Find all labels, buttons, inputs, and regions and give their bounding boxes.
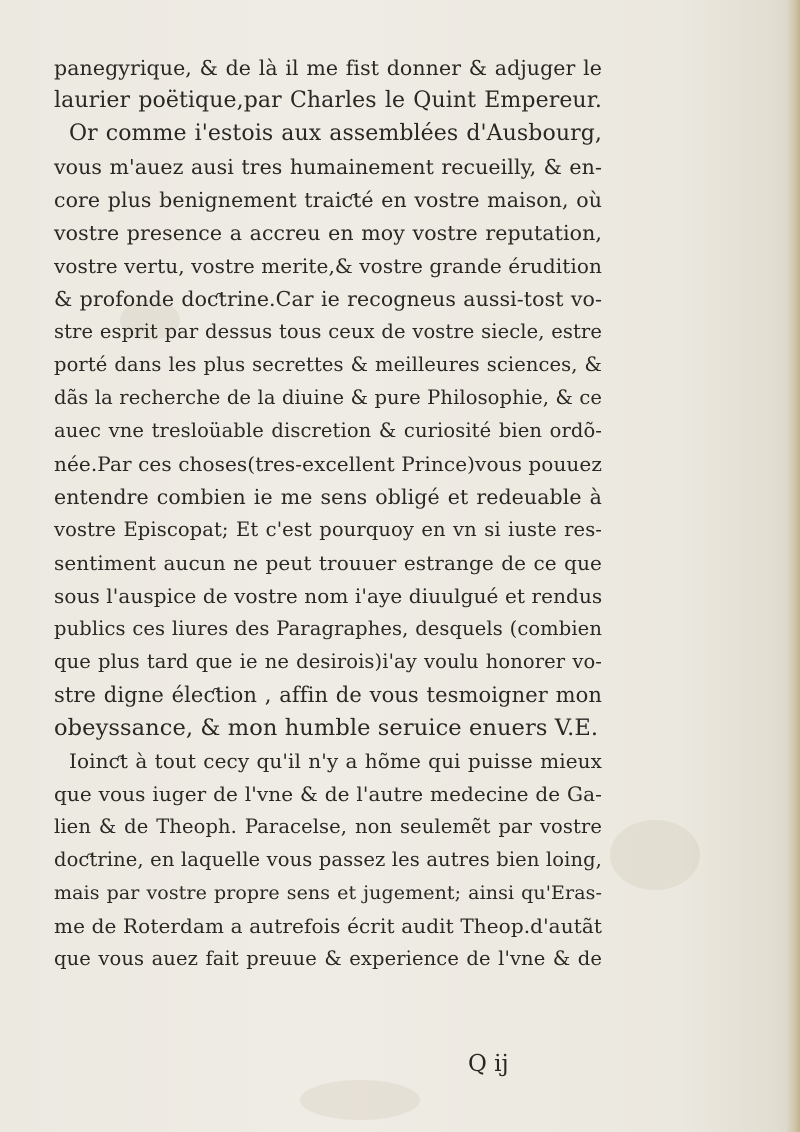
text-line: core plus benignement traiƈté en vostre maison, où <box>54 188 602 212</box>
text-line: que vous iuger de l'vne & de l'autre medecine de Ga- <box>54 782 602 806</box>
text-line: stre digne éleƈtion , affin de vous tesmoigner mon <box>54 683 602 707</box>
text-line: vostre Episcopat; Et c'est pourquoy en vn si iuste res- <box>54 518 602 541</box>
text-line: porté dans les plus secrettes & meilleures sciences, & <box>54 353 602 376</box>
text-line: que plus tard que ie ne desirois)i'ay voulu honorer vo- <box>54 650 602 673</box>
text-line: doƈtrine, en laquelle vous passez les autres bien loing, <box>54 848 602 871</box>
text-line: & profonde doƈtrine.Car ie recogneus aussi-tost vo- <box>54 287 602 311</box>
text-line: publics ces liures des Paragraphes, desquels (combien <box>54 617 602 640</box>
text-line: stre esprit par dessus tous ceux de vostre siecle, estre <box>54 320 602 343</box>
text-line: vostre presence a accreu en moy vostre reputation, <box>54 221 602 245</box>
text-line: Ioinƈt à tout cecy qu'il n'y a hõme qui puisse mieux <box>69 749 602 773</box>
text-line: lien & de Theoph. Paracelse, non seulemẽt par vostre <box>54 815 602 838</box>
text-line: auec vne tresloüable discretion & curiosité bien ordõ- <box>54 419 602 442</box>
text-line: dãs la recherche de la diuine & pure Philosophie, & ce <box>54 386 602 409</box>
text-line: Or comme i'estois aux assemblées d'Ausbourg, <box>69 121 602 146</box>
text-line: mais par vostre propre sens et jugement; ainsi qu'Eras- <box>54 882 602 904</box>
page-edge-shadow <box>786 0 800 1132</box>
paper-stain <box>610 820 700 890</box>
text-line: entendre combien ie me sens obligé et redeuable à <box>54 485 602 509</box>
text-line: obeyssance, & mon humble seruice enuers V.E. <box>54 715 599 741</box>
text-line: sentiment aucun ne peut trouuer estrange de ce que <box>54 551 602 575</box>
text-line: me de Roterdam a autrefois écrit audit Theop.d'autãt <box>54 914 602 938</box>
text-line: vostre vertu, vostre merite,& vostre grande érudition <box>54 254 602 278</box>
text-line: laurier poëtique,par Charles le Quint Empereur. <box>54 88 602 113</box>
text-line: née.Par ces choses(tres-excellent Prince)vous pouuez <box>54 452 602 476</box>
text-line: sous l'auspice de vostre nom i'aye diuulgué et rendus <box>54 584 603 608</box>
paper-stain <box>300 1080 420 1120</box>
text-line: que vous auez fait preuue & experience de l'vne & de <box>54 947 602 970</box>
text-line: vous m'auez ausi tres humainement recueilly, & en- <box>54 155 602 179</box>
signature-mark: Q ij <box>468 1051 509 1077</box>
text-line: panegyrique, & de là il me fist donner & adjuger le <box>54 56 602 80</box>
